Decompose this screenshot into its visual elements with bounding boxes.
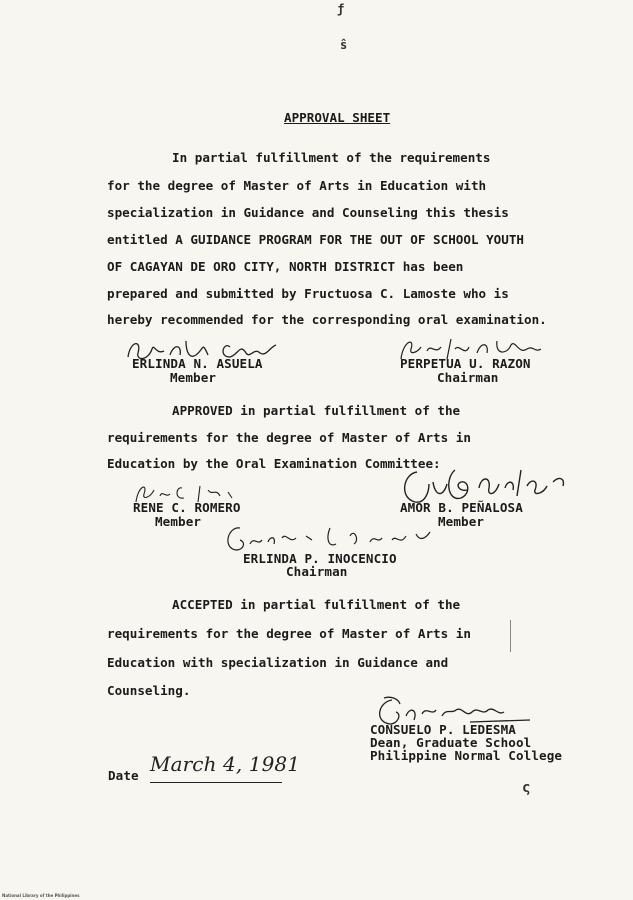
- paragraph-line: for the degree of Master of Arts in Education with: [107, 178, 487, 193]
- paragraph-line: requirements for the degree of Master of Arts in: [107, 626, 471, 641]
- paragraph-line: prepared and submitted by Fructuosa C. Lamoste who is: [107, 286, 509, 301]
- page-title: APPROVAL SHEET: [284, 110, 391, 125]
- member-name-penalosa: AMOR B. PEÑALOSA: [400, 500, 523, 515]
- date-value: March 4, 1981: [150, 752, 301, 776]
- right-mark: ς: [522, 780, 531, 796]
- chair-name-inocencio: ERLINDA P. INOCENCIO: [243, 551, 397, 566]
- dean-title: Dean, Graduate School: [370, 735, 532, 750]
- dean-school: Philippine Normal College: [370, 748, 563, 763]
- chair-role: Chairman: [286, 564, 348, 579]
- member-role: Member: [438, 514, 485, 529]
- archive-footer: National Library of the Philippines: [2, 893, 80, 898]
- dean-name: CONSUELO P. LEDESMA: [370, 722, 516, 737]
- paragraph-line: OF CAGAYAN DE ORO CITY, NORTH DISTRICT has been: [107, 259, 464, 274]
- chair-role: Chairman: [437, 370, 499, 385]
- margin-rule: [510, 620, 511, 652]
- paragraph-line: requirements for the degree of Master of Arts in: [107, 430, 471, 445]
- paragraph-line: specialization in Guidance and Counseling this thesis: [107, 205, 509, 220]
- paragraph-line: ACCEPTED in partial fulfillment of the: [172, 597, 461, 612]
- paragraph-line: Education with specialization in Guidance and: [107, 655, 449, 670]
- paragraph-line: APPROVED in partial fulfillment of the: [172, 403, 461, 418]
- paragraph-line: Education by the Oral Examination Committee:: [107, 456, 441, 471]
- paragraph-line: In partial fulfillment of the requirements: [172, 150, 491, 165]
- member-role: Member: [170, 370, 217, 385]
- paragraph-line: entitled A GUIDANCE PROGRAM FOR THE OUT OF SCHOOL YOUTH: [107, 232, 525, 247]
- top-mark: ŝ: [340, 38, 348, 52]
- member-name-asuela: ERLINDA N. ASUELA: [132, 356, 263, 371]
- member-role: Member: [155, 514, 202, 529]
- date-label: Date: [108, 768, 139, 783]
- chair-name-razon: PERPETUA U. RAZON: [400, 356, 531, 371]
- top-mark: ƒ: [337, 2, 345, 16]
- paragraph-line: Counseling.: [107, 683, 191, 698]
- member-name-romero: RENE C. ROMERO: [133, 500, 241, 515]
- paragraph-line: hereby recommended for the corresponding oral examination.: [107, 312, 547, 327]
